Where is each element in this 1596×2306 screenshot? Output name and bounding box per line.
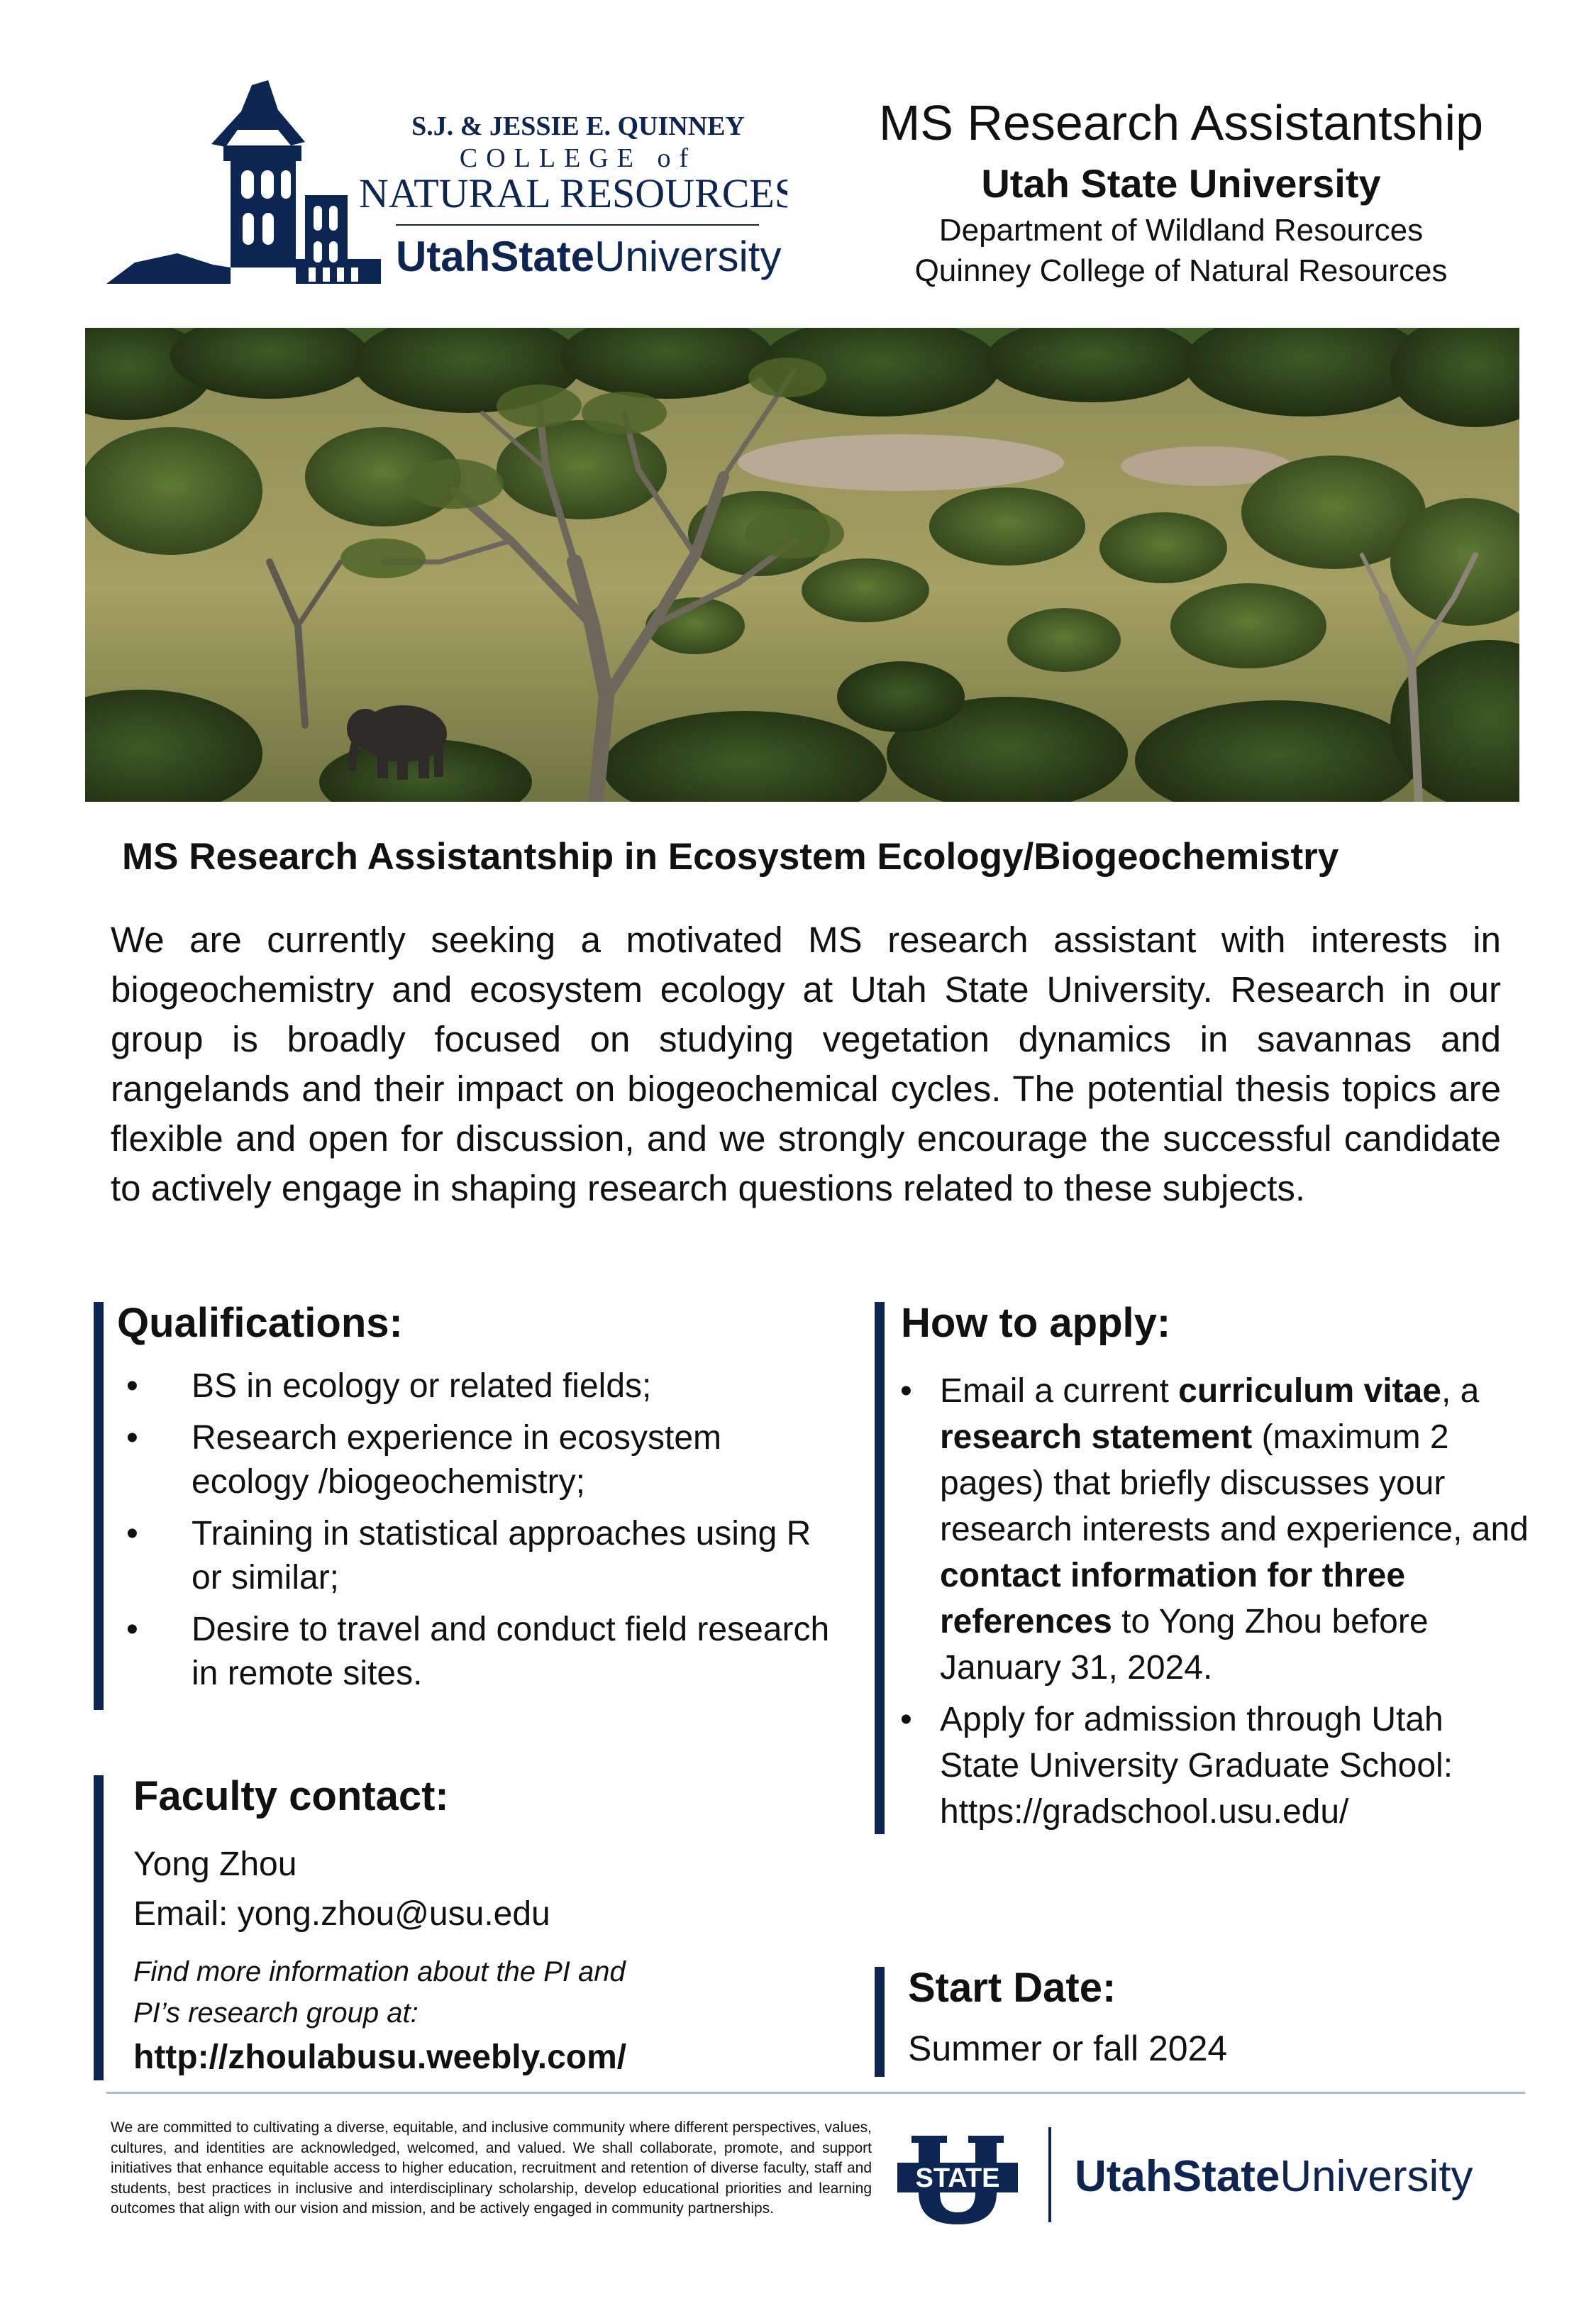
faculty-heading: Faculty contact: — [133, 1773, 449, 1819]
bullet-icon: • — [126, 1419, 138, 1457]
bullet-icon: • — [126, 1367, 138, 1405]
list-item: • Apply for admission through Utah State University Graduate School: https://gradschool.usu.edu/ — [940, 1697, 1529, 1835]
list-item: • Research experience in ecosystem ecology /biogeochemistry; — [192, 1416, 830, 1504]
apply-list — [900, 1368, 1529, 1841]
logo-line1: S.J. & JESSIE E. QUINNEY — [411, 111, 745, 141]
logo-line3: NATURAL RESOURCES — [358, 170, 787, 216]
footer-university-light: University — [1280, 2152, 1473, 2201]
savanna-photo — [85, 328, 1519, 802]
header-college: Quinney College of Natural Resources — [914, 253, 1448, 288]
position-title: MS Research Assistantship in Ecosystem Ecology/Biogeochemistry — [122, 836, 1339, 878]
faculty-accent-bar — [94, 1775, 104, 2080]
qualifications-list — [126, 1364, 830, 1704]
svg-text:UtahStateUniversity — [1075, 2152, 1473, 2201]
intro-paragraph: We are currently seeking a motivated MS research assistant with interests in biogeochemistry and ecosystem ecology at Utah State University. Research in our group is broadly focused on studying vegetation dynamics in savannas and rangelands and their impact on biogeochemical cycles. The potential thesis topics are flexible and open for discussion, and we strongly encourage the successful candidate to actively engage in shaping research questions related to these subjects. — [111, 920, 1501, 1208]
start-date-value: Summer or fall 2024 — [908, 2029, 1228, 2068]
header-department: Department of Wildland Resources — [938, 212, 1424, 248]
list-item: • Desire to travel and conduct field research in remote sites. — [192, 1608, 830, 1696]
bullet-icon: • — [126, 1611, 138, 1648]
faculty-name: Yong Zhou — [133, 1846, 297, 1883]
footer-university-bold: UtahState — [1075, 2152, 1280, 2201]
logo-university-light: University — [594, 233, 782, 280]
start-heading: Start Date: — [908, 1965, 1116, 2011]
faculty-email[interactable]: Email: yong.zhou@usu.edu — [133, 1895, 550, 1933]
lab-website-link[interactable]: http://zhoulabusu.weebly.com/ — [133, 2039, 627, 2076]
college-logo — [92, 67, 787, 302]
usu-block-u-icon — [897, 2136, 1018, 2224]
qualifications-heading: Qualifications: — [117, 1300, 403, 1346]
apply-heading: How to apply: — [901, 1300, 1171, 1346]
header-block — [816, 91, 1546, 291]
usu-footer-logo — [897, 2122, 1522, 2228]
bullet-icon: • — [900, 1372, 912, 1410]
bullet-icon: • — [126, 1515, 138, 1552]
list-item: • BS in ecology or related fields; — [192, 1364, 830, 1408]
list-item: • Training in statistical approaches using R or similar; — [192, 1512, 830, 1600]
header-title: MS Research Assistantship — [878, 95, 1484, 150]
footer-divider — [106, 2092, 1525, 2094]
logo-state-text: STATE — [915, 2163, 1000, 2193]
logo-university-bold: UtahState — [396, 233, 595, 280]
apply-accent-bar — [875, 1302, 885, 1834]
qualifications-accent-bar — [94, 1302, 104, 1710]
logo-line2: COLLEGE of — [459, 143, 697, 173]
faculty-more-info: Find more information about the PI and PI’s research group at: — [133, 1956, 626, 2029]
start-accent-bar — [875, 1967, 885, 2077]
diversity-statement: We are committed to cultivating a diverse, equitable, and inclusive community where different perspectives, values, cultures, and identities are acknowledged, welcomed, and valued. We shall collaborate, promote, and support initiatives that enhance equitable access to higher education, recruitment and retention of diverse faculty, staff and students, best practices in inclusive and interdisciplinary scholarship, develop educational priorities and learning outcomes that align with our vision and mission, and be actively engaged in community partnerships. — [111, 2119, 872, 2217]
header-university: Utah State University — [981, 161, 1381, 206]
svg-text:UtahStateUniversity — [396, 233, 781, 280]
bullet-icon: • — [900, 1701, 912, 1738]
list-item: • Email a current curriculum vitae, a research statement (maximum 2 pages) that briefly discusses your research interests and experience, and contact information for three references to Yong Zhou before January 31, 2024. — [940, 1368, 1529, 1691]
